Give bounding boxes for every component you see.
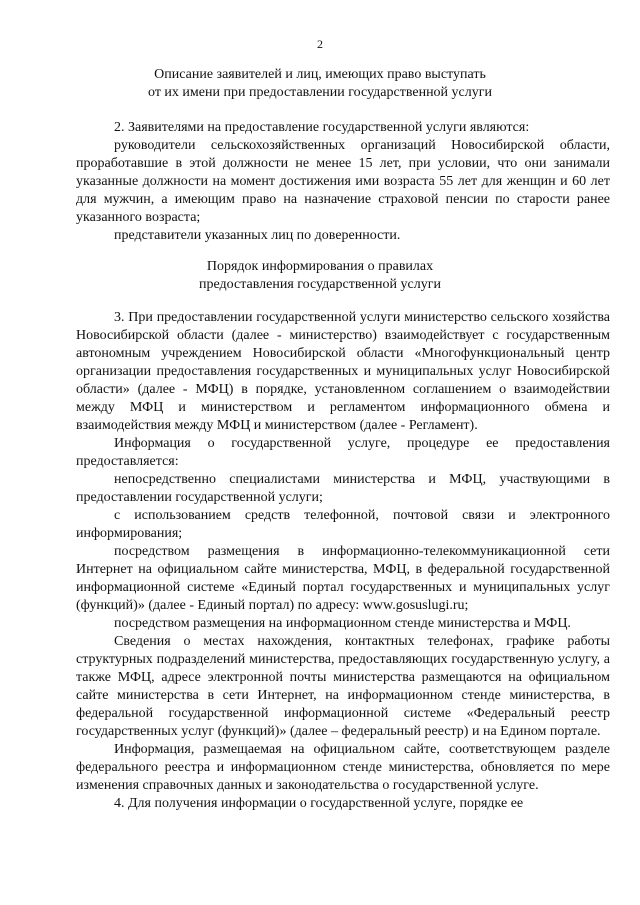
heading-line: Описание заявителей и лиц, имеющих право выступать xyxy=(154,67,486,82)
heading-line: предоставления государственной услуги xyxy=(199,277,441,292)
paragraph: посредством размещения в информационно-телекоммуникационной сети Интернет на официальном сайте министерства, МФЦ, в федеральной государственной информационной системе «Единый портал государственных и муниципальных услуг (функций)» (далее - Единый портал) по адресу: www.gosuslugi.ru; xyxy=(76,544,610,613)
paragraph: 2. Заявителями на предоставление государственной услуги являются: xyxy=(114,120,530,135)
paragraph: Информация, размещаемая на официальном сайте, соответствующем разделе федерального реестра и информационном стенде министерства, обновляется по мере изменения справочных данных и законодательства о государственной услуге. xyxy=(76,742,610,793)
applicants-section xyxy=(76,119,610,245)
page-number: 2 xyxy=(317,37,323,51)
paragraph: Сведения о местах нахождения, контактных телефонах, графике работы структурных подразделений министерства, предоставляющих государственную услугу, а также МФЦ, адресе электронной почты министерства размещаются на официальном сайте министерства в сети Интернет, на информационном стенде министерства, в федеральной государственной информационной системе «Федеральный реестр государственных услуг (функций)» (далее – федеральный реестр) и на Едином портале. xyxy=(76,634,610,739)
section-heading-applicants xyxy=(0,66,640,102)
section-heading-informing xyxy=(0,258,640,294)
heading-line: от их имени при предоставлении государственной услуги xyxy=(148,85,492,100)
paragraph: непосредственно специалистами министерства и МФЦ, участвующими в предоставлении государственной услуги; xyxy=(76,472,610,505)
paragraph: руководители сельскохозяйственных организаций Новосибирской области, проработавшие в этой должности не менее 15 лет, при условии, что они занимали указанные должности на момент достижения ими возраста 55 лет для женщин и 60 лет для мужчин, а имеющим право на назначение страховой пенсии по старости ранее указанного возраста; xyxy=(76,138,610,225)
paragraph: с использованием средств телефонной, почтовой связи и электронного информирования; xyxy=(76,508,610,541)
heading-line: Порядок информирования о правилах xyxy=(206,259,434,274)
paragraph: Информация о государственной услуге, процедуре ее предоставления предоставляется: xyxy=(76,436,610,469)
paragraph: 4. Для получения информации о государственной услуге, порядке ее xyxy=(114,796,524,811)
paragraph: представители указанных лиц по доверенности. xyxy=(114,228,401,243)
paragraph: посредством размещения на информационном стенде министерства и МФЦ. xyxy=(114,616,571,631)
paragraph: 3. При предоставлении государственной услуги министерство сельского хозяйства Новосибирской области (далее - министерство) взаимодействует с государственным автономным учреждением Новосибирской области «Многофункциональный центр организации предоставления государственных и муниципальных услуг Новосибирской области» (далее - МФЦ) в порядке, установленном соглашением о взаимодействии между МФЦ и министерством и регламентом информационного обмена и взаимодействия между МФЦ и министерством (далее - Регламент). xyxy=(76,310,610,433)
informing-section xyxy=(76,309,610,813)
